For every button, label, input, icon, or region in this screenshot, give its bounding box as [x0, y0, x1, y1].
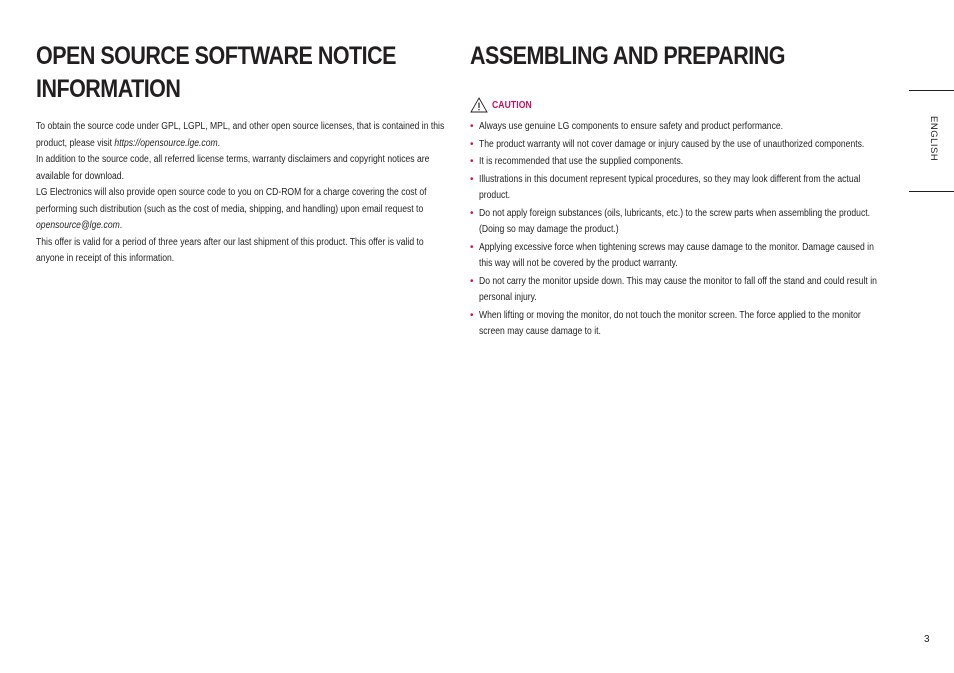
bullet-dot-icon: •	[470, 241, 474, 253]
title-line-2: INFORMATION	[36, 75, 181, 103]
warning-triangle-icon	[470, 97, 488, 113]
caution-label: CAUTION	[492, 99, 532, 111]
list-item: • When lifting or moving the monitor, do not touch the monitor screen. The force applied to the monitor screen may cause damage to it.	[470, 309, 861, 337]
side-tab-top-rule	[909, 90, 954, 91]
page-title-open-source	[36, 40, 397, 106]
caution-heading	[470, 97, 890, 113]
opensource-url-link[interactable]: https://opensource.lge.com	[114, 137, 218, 149]
language-side-tab: ENGLISH	[928, 116, 939, 162]
list-item: • Do not apply foreign substances (oils, lubricants, etc.) to the screw parts when assembling the product. (Doing so may damage the product.)	[470, 207, 871, 235]
list-item: • Illustrations in this document represent typical procedures, so they may look different from the actual product.	[470, 173, 861, 201]
page-title-assembling: ASSEMBLING AND PREPARING	[470, 42, 785, 70]
bullet-dot-icon: •	[470, 275, 474, 287]
left-column	[36, 40, 456, 268]
title-line-1: OPEN SOURCE SOFTWARE NOTICE	[36, 42, 396, 70]
list-item: • Applying excessive force when tightening screws may cause damage to the monitor. Damage caused in this way will not be covered by the product warranty.	[470, 241, 874, 269]
bullet-dot-icon: •	[470, 156, 474, 167]
paragraph-source-code: To obtain the source code under GPL, LGPL, MPL, and other open source licenses, that is contained in this product, please visit https://opensource.lge.com.	[36, 121, 445, 149]
list-item: • The product warranty will not cover damage or injury caused by the use of unauthorized components.	[470, 137, 890, 154]
open-source-body	[36, 119, 456, 268]
opensource-email-link[interactable]: opensource@lge.com	[36, 220, 120, 231]
bullet-dot-icon: •	[470, 207, 474, 219]
list-item: • It is recommended that use the supplied components.	[470, 154, 890, 171]
list-item: • Do not carry the monitor upside down. This may cause the monitor to fall off the stand and could result in personal injury.	[470, 275, 877, 303]
page-number: 3	[924, 634, 930, 645]
paragraph-license-terms: In addition to the source code, all referred license terms, warranty disclaimers and copyright notices are available for download.	[36, 154, 430, 182]
right-column	[470, 40, 890, 342]
paragraph-cd-rom: LG Electronics will also provide open source code to you on CD-ROM for a charge covering the cost of performing such distribution (such as the cost of media, shipping, and handling) upon email request to opensource@lge.com.	[36, 187, 427, 231]
paragraph-offer-validity: This offer is valid for a period of three years after our last shipment of this product. This offer is valid to anyone in receipt of this information.	[36, 236, 424, 264]
bullet-dot-icon: •	[470, 121, 474, 132]
bullet-dot-icon: •	[470, 173, 474, 185]
caution-list	[470, 119, 890, 341]
list-item: • Always use genuine LG components to ensure safety and product performance.	[470, 119, 890, 136]
bullet-dot-icon: •	[470, 138, 474, 150]
side-tab-bottom-rule	[909, 191, 954, 192]
bullet-dot-icon: •	[470, 309, 474, 321]
